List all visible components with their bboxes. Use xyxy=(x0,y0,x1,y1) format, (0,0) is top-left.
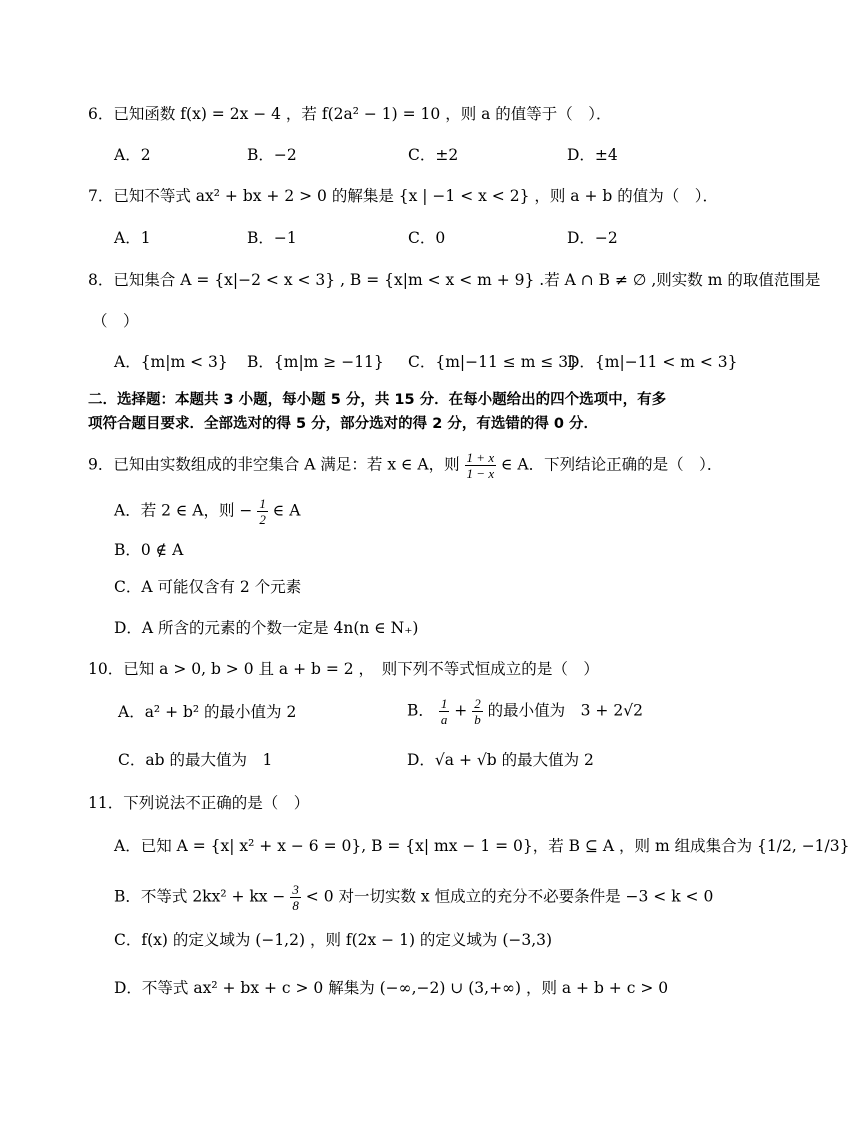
q8-option-b: B．{m|m ≥ −11} xyxy=(247,353,384,371)
q8-option-a: A．{m|m < 3} xyxy=(114,353,228,371)
q10-option-d: D．√a + √b 的最大值为 2 xyxy=(407,751,594,769)
q11-option-b-pre: B．不等式 2kx² + kx − xyxy=(114,887,286,906)
q10-option-b-den-1: a xyxy=(440,712,448,727)
q9-option-a-numerator: 1 xyxy=(259,496,266,511)
q10-option-b-num-2: 2 xyxy=(474,696,481,711)
q10-option-b-num-1: 1 xyxy=(440,696,448,711)
q7-option-b: B．−1 xyxy=(247,229,297,247)
q10-option-b-pre: B． xyxy=(407,701,434,720)
q11-option-b-numerator: 3 xyxy=(292,882,299,897)
q10-option-c: C．ab 的最大值为 1 xyxy=(118,751,273,769)
q9-fraction-denominator: 1 − x xyxy=(466,466,495,481)
q11-option-a-set: {1/2, −1/3} xyxy=(757,837,850,855)
q11-option-b-post: < 0 对一切实数 x 恒成立的充分不必要条件是 −3 < k < 0 xyxy=(305,887,714,906)
q11-option-b-fraction xyxy=(290,882,301,913)
q7-option-a: A．1 xyxy=(114,229,151,247)
q9-option-a xyxy=(114,496,300,527)
q9-fraction-numerator: 1 + x xyxy=(466,450,495,465)
q9-stem xyxy=(88,450,722,481)
q9-option-a-pre: A．若 2 ∈ A，则 − xyxy=(114,501,253,520)
q10-option-b-den-2: b xyxy=(474,712,481,727)
q11-option-b-denominator: 8 xyxy=(292,898,299,913)
q10-option-b-fraction-1 xyxy=(439,696,450,727)
q6-option-a: A．2 xyxy=(114,146,151,164)
q8-option-d: D．{m|−11 < m < 3} xyxy=(567,353,738,371)
q7-option-c: C．0 xyxy=(408,229,446,247)
q9-option-b: B．0 ∉ A xyxy=(114,541,184,559)
q11-option-c: C．f(x) 的定义域为 (−1,2) ，则 f(2x − 1) 的定义域为 (−3,3) xyxy=(114,931,553,949)
q8-option-c: C．{m|−11 ≤ m ≤ 3} xyxy=(408,353,578,371)
q8-stem: 8．已知集合 A = {x|−2 < x < 3} , B = {x|m < x < m + 9} .若 A ∩ B ≠ ∅ ,则实数 m 的取值范围是 xyxy=(88,271,821,289)
q11-option-a-pre: A．已知 A = {x| x² + x − 6 = 0}, B = {x| mx − 1 = 0}，若 B ⊆ A ，则 m 组成集合为 xyxy=(114,837,753,855)
q6-option-c: C．±2 xyxy=(408,146,459,164)
q6-option-d: D．±4 xyxy=(567,146,618,164)
q11-option-a xyxy=(114,836,850,856)
section-2-heading-line1: 二．选择题：本题共 3 小题，每小题 5 分，共 15 分．在每小题给出的四个选项中，有多 xyxy=(88,392,667,408)
q11-stem: 11．下列说法不正确的是（ ） xyxy=(88,794,310,812)
q10-option-b-post: 的最小值为 3 + 2√2 xyxy=(487,701,643,720)
q7-stem: 7．已知不等式 ax² + bx + 2 > 0 的解集是 {x | −1 < x < 2} ，则 a + b 的值为（ ）． xyxy=(88,187,718,205)
q8-stem-paren: （ ） xyxy=(92,312,139,330)
q9-option-a-post: ∈ A xyxy=(272,501,301,520)
q9-stem-post: ∈ A．下列结论正确的是（ ）． xyxy=(501,455,723,474)
section-2-heading-line2: 项符合题目要求．全部选对的得 5 分，部分选对的得 2 分，有选错的得 0 分． xyxy=(88,416,599,432)
q9-option-a-denominator: 2 xyxy=(259,512,266,527)
q9-fraction xyxy=(465,450,497,481)
q6-stem: 6．已知函数 f(x) = 2x − 4 ，若 f(2a² − 1) = 10 ，则 a 的值等于（ ）． xyxy=(88,105,612,123)
q11-option-b xyxy=(114,882,713,913)
q10-option-a: A．a² + b² 的最小值为 2 xyxy=(118,703,297,721)
q9-option-d: D．A 所含的元素的个数一定是 4n(n ∈ N₊) xyxy=(114,619,419,637)
q11-option-d: D．不等式 ax² + bx + c > 0 解集为 (−∞,−2) ∪ (3,+∞) ，则 a + b + c > 0 xyxy=(114,979,669,997)
q9-option-a-fraction xyxy=(257,496,268,527)
q7-option-d: D．−2 xyxy=(567,229,618,247)
q10-stem: 10．已知 a > 0, b > 0 且 a + b = 2 ， 则下列不等式恒成立的是（ ） xyxy=(88,660,599,678)
q10-option-b-fraction-2 xyxy=(472,696,483,727)
q9-option-c: C．A 可能仅含有 2 个元素 xyxy=(114,578,302,596)
q6-option-b: B．−2 xyxy=(247,146,297,164)
q10-option-b xyxy=(407,696,643,727)
q9-stem-pre: 9．已知由实数组成的非空集合 A 满足：若 x ∈ A，则 xyxy=(88,455,460,474)
q10-option-b-plus: + xyxy=(454,701,468,720)
